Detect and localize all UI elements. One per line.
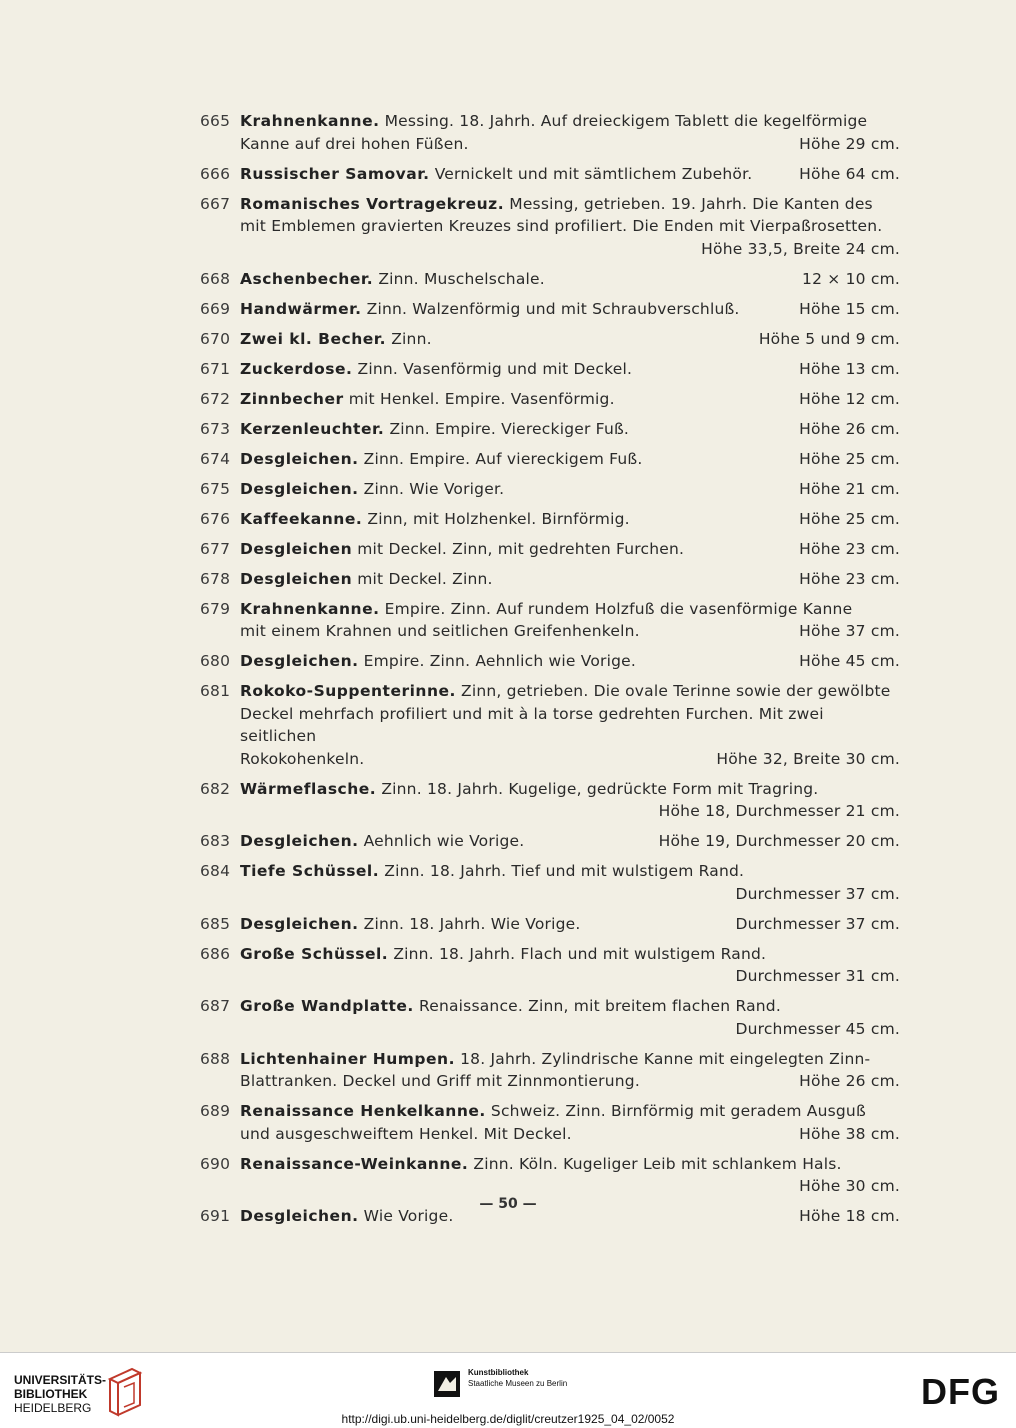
catalog-entry — [200, 598, 920, 643]
entry-text-line — [240, 860, 900, 883]
catalog-entry — [200, 830, 920, 853]
entry-number: 679 — [200, 599, 231, 618]
entry-text-line — [240, 133, 900, 156]
entry-text-line — [240, 598, 900, 621]
entry-number: 685 — [200, 914, 231, 933]
entry-title: Desgleichen — [240, 539, 353, 558]
entry-measurement: Höhe 26 cm. — [799, 1072, 900, 1090]
entry-description: Wie Vorige. — [363, 1207, 454, 1225]
entry-number: 690 — [200, 1154, 231, 1173]
entry-number: 677 — [200, 539, 231, 558]
entry-measurement: Durchmesser 37 cm. — [735, 884, 900, 903]
catalog-entry — [200, 418, 920, 441]
entry-measurement: Höhe 12 cm. — [799, 389, 900, 408]
catalog-entry — [200, 568, 920, 591]
catalog-entry — [200, 1100, 920, 1145]
entry-number: 684 — [200, 862, 231, 880]
entry-title: Zuckerdose. — [240, 359, 353, 378]
entry-text-line — [240, 215, 900, 238]
entry-description: Zinn. Köln. Kugeliger Leib mit schlankem Hals. — [473, 1154, 842, 1173]
entry-text-line — [240, 778, 900, 801]
entry-description: Rokokohenkeln. — [240, 749, 365, 768]
entry-number: 691 — [200, 1207, 231, 1225]
entry-description: Aehnlich wie Vorige. — [363, 832, 525, 850]
catalog-entry — [200, 860, 920, 905]
catalog-entry — [200, 995, 920, 1040]
entry-body — [240, 1153, 900, 1198]
entry-text-line — [240, 620, 900, 643]
entry-text-line — [240, 650, 900, 673]
entry-description: Zinn, getrieben. Die ovale Terinne sowie der gewölbte — [461, 682, 891, 700]
entry-measurement: Höhe 21 cm. — [799, 479, 900, 498]
entry-body — [240, 943, 900, 988]
catalog-entry — [200, 358, 920, 381]
entry-body — [240, 110, 900, 155]
entry-number: 666 — [200, 164, 231, 183]
entry-text-line — [240, 1048, 900, 1071]
entry-measurement: Höhe 5 und 9 cm. — [758, 329, 900, 348]
entry-text-line — [240, 508, 900, 531]
entry-text-line — [240, 163, 900, 186]
catalog-entry — [200, 508, 920, 531]
entry-text-line — [240, 995, 900, 1018]
entry-title: Große Schüssel. — [240, 944, 389, 963]
entry-measurement: Höhe 30 cm. — [799, 1177, 900, 1195]
entry-text-line — [240, 943, 900, 966]
catalog-entry — [200, 650, 920, 673]
entry-body — [240, 163, 900, 186]
entry-measurement: Durchmesser 31 cm. — [735, 967, 900, 985]
catalog-entry — [200, 268, 920, 291]
entry-description: Zinn. Vasenförmig und mit Deckel. — [357, 359, 633, 378]
ub-heidelberg-logo-text[interactable] — [14, 1373, 106, 1415]
entry-text-line — [240, 913, 900, 936]
entry-description: Vernickelt und mit sämtlichem Zubehör. — [434, 164, 753, 183]
entry-description: Zinn. Empire. Auf viereckigem Fuß. — [363, 449, 643, 468]
kb-line2: Staatliche Museen zu Berlin — [468, 1379, 568, 1388]
entry-title: Handwärmer. — [240, 299, 362, 318]
entry-text-line — [240, 110, 900, 133]
entry-text-line — [240, 193, 900, 216]
entry-title: Desgleichen. — [240, 832, 359, 850]
entry-number: 683 — [200, 832, 231, 850]
entry-title: Desgleichen. — [240, 479, 359, 498]
entry-number: 687 — [200, 997, 231, 1015]
entry-number: 682 — [200, 779, 231, 798]
entry-measurement: Höhe 26 cm. — [799, 419, 900, 438]
entry-measurement: Höhe 13 cm. — [799, 359, 900, 378]
entry-body — [240, 193, 900, 261]
entry-title: Renaissance Henkelkanne. — [240, 1102, 486, 1120]
footer-bar — [0, 1352, 1016, 1428]
permalink-url[interactable]: http://digi.ub.uni-heidelberg.de/diglit/creutzer1925_04_02/0052 — [341, 1412, 675, 1426]
entry-number: 678 — [200, 569, 231, 588]
entry-title: Krahnenkanne. — [240, 599, 380, 618]
entry-title: Aschenbecher. — [240, 269, 374, 288]
entry-description: Zinn. 18. Jahrh. Tief und mit wulstigem Rand. — [384, 862, 745, 880]
entry-body — [240, 388, 900, 411]
entry-body — [240, 268, 900, 291]
entry-description: Zinn. 18. Jahrh. Kugelige, gedrückte Form mit Tragring. — [381, 779, 819, 798]
entry-description: Blattranken. Deckel und Griff mit Zinnmontierung. — [240, 1072, 640, 1090]
entry-number: 672 — [200, 389, 231, 408]
entry-description: Zinn. Walzenförmig und mit Schraubverschluß. — [366, 299, 740, 318]
entry-measurement: Höhe 23 cm. — [799, 569, 900, 588]
entry-title: Desgleichen. — [240, 1207, 359, 1225]
entry-description: und ausgeschweiftem Henkel. Mit Deckel. — [240, 1124, 572, 1143]
entry-description: Empire. Zinn. Auf rundem Holzfuß die vasenförmige Kanne — [384, 599, 853, 618]
entry-description: Zinn. — [391, 329, 432, 348]
entry-body — [240, 448, 900, 471]
entry-number: 673 — [200, 419, 231, 438]
entry-description: mit einem Krahnen und seitlichen Greifenhenkeln. — [240, 622, 640, 640]
entry-title: Russischer Samovar. — [240, 164, 430, 183]
entry-body — [240, 913, 900, 936]
entry-body — [240, 478, 900, 501]
entry-measurement: Höhe 33,5, Breite 24 cm. — [701, 239, 900, 258]
catalog-entry — [200, 328, 920, 351]
entry-number: 669 — [200, 299, 231, 318]
entry-description: 18. Jahrh. Zylindrische Kanne mit eingelegten Zinn- — [460, 1049, 871, 1068]
entry-title: Krahnenkanne. — [240, 112, 380, 130]
ub-line1: UNIVERSITÄTS- — [14, 1373, 107, 1387]
entry-description: mit Deckel. Zinn, mit gedrehten Furchen. — [357, 539, 685, 558]
entry-description: Zinn. 18. Jahrh. Flach und mit wulstigem Rand. — [393, 944, 767, 963]
entry-description: Empire. Zinn. Aehnlich wie Vorige. — [363, 652, 637, 670]
entry-body — [240, 778, 900, 823]
entry-description: Zinn. Empire. Viereckiger Fuß. — [389, 419, 630, 438]
entry-number: 665 — [200, 112, 231, 130]
entry-title: Desgleichen — [240, 569, 353, 588]
entry-measurement: Höhe 25 cm. — [799, 509, 900, 528]
entry-title: Desgleichen. — [240, 914, 359, 933]
entry-number: 681 — [200, 682, 231, 700]
entry-number: 688 — [200, 1049, 231, 1068]
kunstbibliothek-logo-icon — [434, 1371, 460, 1397]
catalog-entry — [200, 1048, 920, 1093]
entry-text-line — [240, 1100, 900, 1123]
entry-description: Messing. 18. Jahrh. Auf dreieckigem Tablett die kegelförmige — [384, 112, 868, 130]
entry-description: mit Emblemen gravierten Kreuzes sind profiliert. Die Enden mit Vierpaßrosetten. — [240, 217, 883, 235]
entry-description: Zinn, mit Holzhenkel. Birnförmig. — [367, 509, 630, 528]
entry-text-line — [240, 268, 900, 291]
kb-line1: Kunstbibliothek — [468, 1368, 529, 1377]
entry-text-line — [240, 478, 900, 501]
entry-title: Renaissance-Weinkanne. — [240, 1154, 469, 1173]
entry-description: Kanne auf drei hohen Füßen. — [240, 134, 469, 153]
catalog-entry — [200, 478, 920, 501]
kunstbibliothek-label[interactable] — [468, 1367, 567, 1389]
entry-text-line — [240, 538, 900, 561]
entry-description: mit Henkel. Empire. Vasenförmig. — [348, 389, 615, 408]
entry-number: 667 — [200, 194, 231, 213]
entry-body — [240, 830, 900, 853]
entry-text-line — [240, 748, 900, 771]
entry-measurement: Höhe 37 cm. — [799, 622, 900, 640]
entry-text-line — [240, 298, 900, 321]
entry-body — [240, 995, 900, 1040]
entry-description: mit Deckel. Zinn. — [357, 569, 493, 588]
entry-description: Deckel mehrfach profiliert und mit à la torse gedrehten Furchen. Mit zwei seitlichen — [240, 704, 824, 745]
catalog-entry — [200, 943, 920, 988]
catalog-entry — [200, 388, 920, 411]
entry-measurement: Höhe 25 cm. — [799, 449, 900, 468]
entry-number: 668 — [200, 269, 231, 288]
entry-text-line — [240, 1153, 900, 1176]
entry-body — [240, 358, 900, 381]
entry-measurement: Höhe 29 cm. — [799, 134, 900, 153]
entry-number: 674 — [200, 449, 231, 468]
entry-title: Rokoko-Suppenterinne. — [240, 682, 456, 700]
entry-description: Zinn. Muschelschale. — [378, 269, 545, 288]
entry-text-line — [240, 448, 900, 471]
entry-body — [240, 680, 900, 770]
entry-measurement: Höhe 32, Breite 30 cm. — [716, 749, 900, 768]
entry-description: Zinn. 18. Jahrh. Wie Vorige. — [363, 914, 581, 933]
entry-description: Schweiz. Zinn. Birnförmig mit geradem Ausguß — [490, 1102, 866, 1120]
catalog-entry — [200, 163, 920, 186]
entry-measurement: 12 × 10 cm. — [802, 269, 900, 288]
entry-measurement: Höhe 18 cm. — [799, 1207, 900, 1225]
entry-body — [240, 1048, 900, 1093]
entry-title: Wärmeflasche. — [240, 779, 377, 798]
entry-body — [240, 538, 900, 561]
catalog-entry — [200, 538, 920, 561]
entry-text-line — [240, 1070, 900, 1093]
catalog-entry — [200, 913, 920, 936]
entry-title: Große Wandplatte. — [240, 997, 414, 1015]
catalog-entry — [200, 778, 920, 823]
entry-measurement: Höhe 19, Durchmesser 20 cm. — [658, 832, 900, 850]
ub-line2: BIBLIOTHEK — [14, 1387, 88, 1401]
entry-title: Kerzenleuchter. — [240, 419, 385, 438]
entry-title: Kaffeekanne. — [240, 509, 363, 528]
entry-number: 670 — [200, 329, 231, 348]
entry-title: Lichtenhainer Humpen. — [240, 1049, 455, 1068]
entry-text-line — [240, 358, 900, 381]
entry-measurement: Durchmesser 45 cm. — [735, 1019, 900, 1038]
entry-body — [240, 568, 900, 591]
catalog-entry — [200, 193, 920, 261]
entry-text-line — [240, 328, 900, 351]
entry-text-line — [240, 418, 900, 441]
entry-body — [240, 508, 900, 531]
entry-body — [240, 650, 900, 673]
catalog-entry — [200, 448, 920, 471]
entry-body — [240, 298, 900, 321]
entry-title: Zwei kl. Becher. — [240, 329, 387, 348]
dfg-logo[interactable]: DFG — [921, 1371, 1000, 1412]
entry-body — [240, 1100, 900, 1145]
ub-line3: HEIDELBERG — [14, 1401, 92, 1415]
catalog-entries — [200, 110, 920, 1235]
entry-measurement: Durchmesser 37 cm. — [735, 914, 900, 933]
ub-heidelberg-logo-icon[interactable] — [104, 1365, 144, 1417]
entry-text-line — [240, 568, 900, 591]
entry-number: 680 — [200, 652, 231, 670]
entry-description: Zinn. Wie Voriger. — [363, 479, 505, 498]
entry-title: Romanisches Vortragekreuz. — [240, 194, 505, 213]
entry-number: 675 — [200, 479, 231, 498]
entry-measurement: Höhe 38 cm. — [799, 1124, 900, 1143]
entry-number: 676 — [200, 509, 231, 528]
entry-body — [240, 860, 900, 905]
entry-measurement: Höhe 18, Durchmesser 21 cm. — [658, 802, 900, 820]
entry-number: 686 — [200, 944, 231, 963]
entry-text-line — [240, 703, 900, 748]
catalog-entry — [200, 298, 920, 321]
entry-measurement: Höhe 15 cm. — [799, 299, 900, 318]
entry-measurement: Höhe 64 cm. — [799, 164, 900, 183]
entry-body — [240, 328, 900, 351]
entry-title: Desgleichen. — [240, 449, 359, 468]
entry-description: Renaissance. Zinn, mit breitem flachen Rand. — [418, 997, 781, 1015]
catalog-entry — [200, 680, 920, 770]
entry-body — [240, 598, 900, 643]
entry-number: 689 — [200, 1102, 231, 1120]
entry-title: Zinnbecher — [240, 389, 344, 408]
entry-title: Tiefe Schüssel. — [240, 862, 380, 880]
entry-measurement: Höhe 23 cm. — [799, 539, 900, 558]
catalog-entry — [200, 1153, 920, 1198]
entry-body — [240, 418, 900, 441]
catalog-entry — [200, 110, 920, 155]
entry-text-line — [240, 388, 900, 411]
entry-measurement: Höhe 45 cm. — [799, 652, 900, 670]
entry-title: Desgleichen. — [240, 652, 359, 670]
entry-text-line — [240, 1123, 900, 1146]
entry-text-line — [240, 680, 900, 703]
entry-text-line — [240, 830, 900, 853]
entry-description: Messing, getrieben. 19. Jahrh. Die Kanten des — [509, 194, 873, 213]
page-number: — 50 — — [479, 1196, 537, 1212]
entry-number: 671 — [200, 359, 231, 378]
